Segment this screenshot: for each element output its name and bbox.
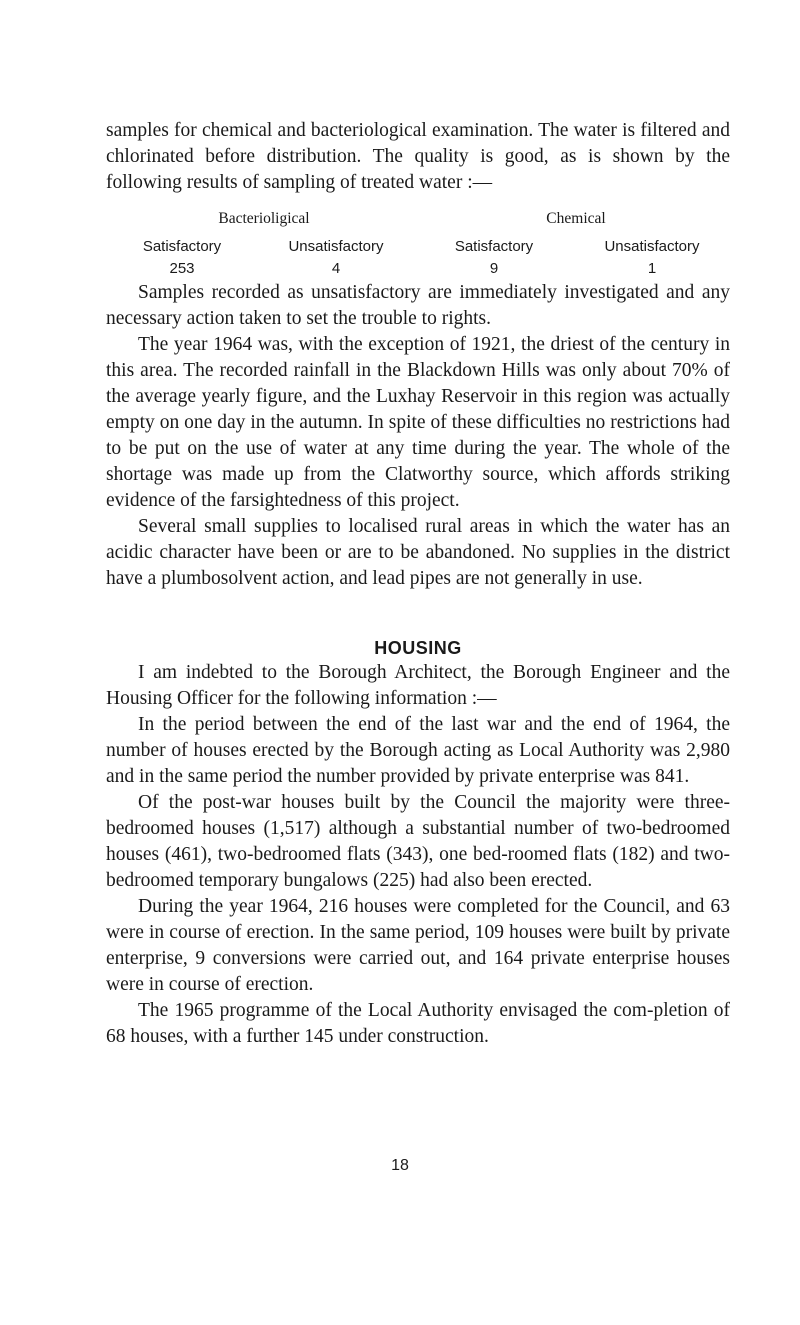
bacteriological-header: Bacterioligical bbox=[218, 210, 310, 227]
housing-council-types-paragraph: Of the post-war houses built by the Council the majority were three-bedroomed houses (1,517) although a substantial number of two-bedroomed houses (461), two-bedroomed flats (343), one bed-roomed flats (182) and two-bedroomed temporary bungalows (225) had also been erected. bbox=[106, 792, 730, 891]
results-table-group-headers bbox=[106, 208, 730, 230]
results-table-values bbox=[106, 258, 730, 280]
intro-paragraph: samples for chemical and bacteriological examination. The water is filtered and chlorinated before distribution. The quality is good, as is shown by the following results of sampling of treated water :— bbox=[106, 120, 730, 193]
results-table-column-headers bbox=[106, 236, 730, 258]
chemical-unsatisfactory-header: Unsatisfactory bbox=[604, 238, 700, 255]
housing-heading: HOUSING bbox=[374, 638, 462, 658]
chemical-header: Chemical bbox=[546, 210, 606, 227]
rainfall-paragraph: The year 1964 was, with the exception of 1921, the driest of the century in this area. The recorded rainfall in the Blackdown Hills was only about 70% of the average yearly figure, and the Luxhay Reservoir in this region was actually empty on one day in the autumn. In spite of these difficulties no restrictions had to be put on the use of water at any time during the year. The whole of the shortage was made up from the Clatworthy source, which affords striking evidence of the farsightedness of this project. bbox=[106, 334, 730, 511]
document-page bbox=[106, 118, 730, 1050]
chemical-unsatisfactory-value: 1 bbox=[647, 260, 657, 277]
housing-postwar-total-paragraph: In the period between the end of the last war and the end of 1964, the number of houses erected by the Borough acting as Local Authority was 2,980 and in the same period the number provided by private enterprise was 841. bbox=[106, 714, 730, 787]
chemical-satisfactory-header: Satisfactory bbox=[454, 238, 534, 255]
bacteriological-satisfactory-value: 253 bbox=[169, 260, 195, 277]
page-number: 18 bbox=[391, 1157, 409, 1174]
housing-1964-paragraph: During the year 1964, 216 houses were completed for the Council, and 63 were in course of erection. In the same period, 109 houses were built by private enterprise, 9 conversions were carried out, and 164 private enterprise houses were in course of erection. bbox=[106, 896, 730, 995]
housing-1965-programme-paragraph: The 1965 programme of the Local Authority envisaged the com-pletion of 68 houses, with a further 145 under construction. bbox=[106, 1000, 730, 1047]
rural-supplies-paragraph: Several small supplies to localised rural areas in which the water has an acidic character have been or are to be abandoned. No supplies in the district have a plumbosolvent action, and lead pipes are not generally in use. bbox=[106, 516, 730, 589]
chemical-satisfactory-value: 9 bbox=[489, 260, 499, 277]
bacteriological-satisfactory-header: Satisfactory bbox=[142, 238, 222, 255]
housing-acknowledgement-paragraph: I am indebted to the Borough Architect, the Borough Engineer and the Housing Officer for the following information :— bbox=[106, 662, 730, 709]
bacteriological-unsatisfactory-value: 4 bbox=[331, 260, 341, 277]
bacteriological-unsatisfactory-header: Unsatisfactory bbox=[288, 238, 384, 255]
unsatisfactory-samples-paragraph: Samples recorded as unsatisfactory are immediately investigated and any necessary action taken to set the trouble to rights. bbox=[106, 282, 730, 329]
